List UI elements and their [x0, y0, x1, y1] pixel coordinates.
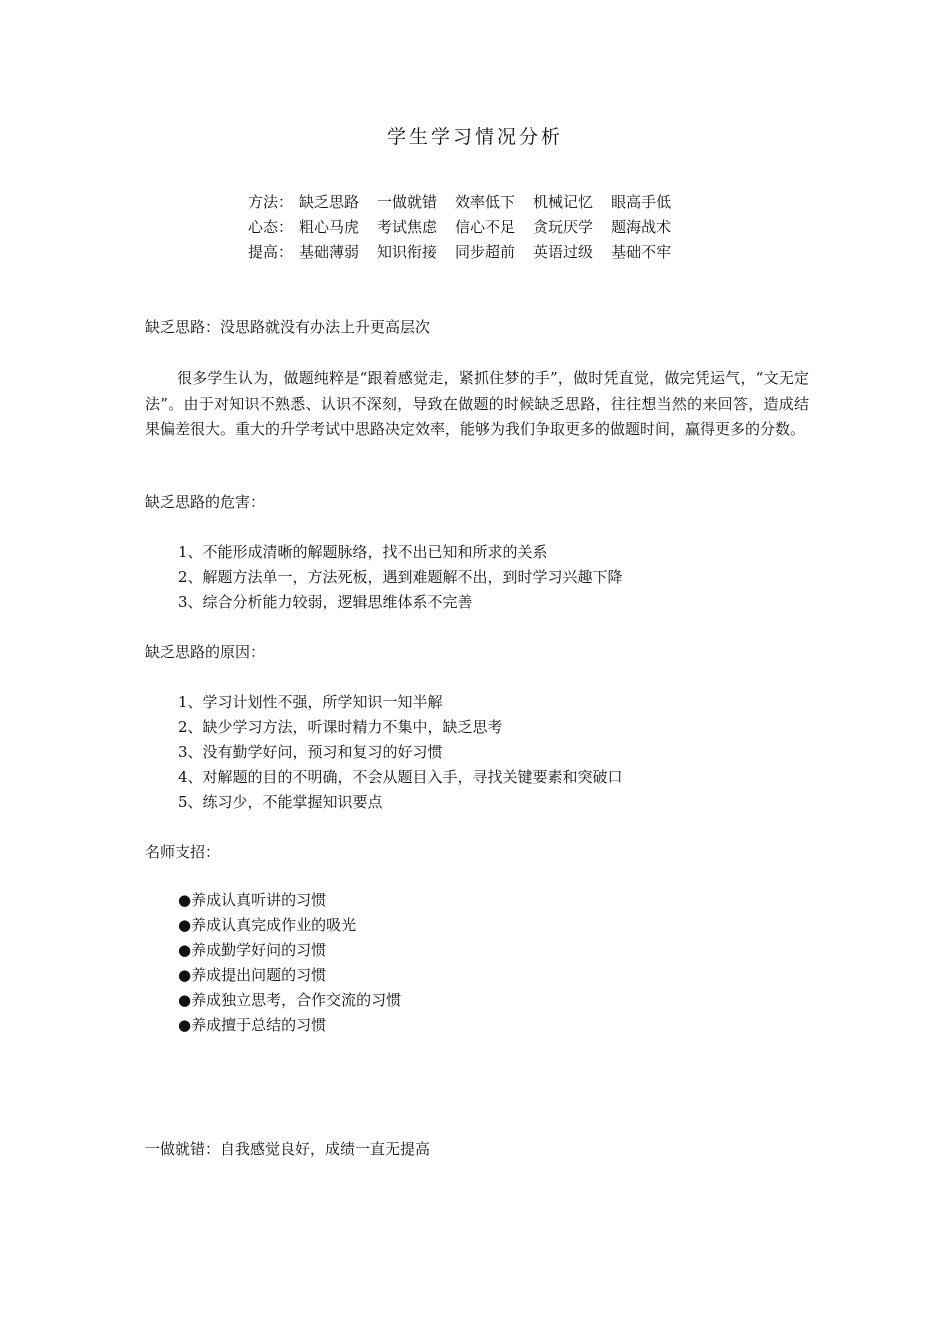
harm-list	[145, 540, 809, 615]
summary-item: 一做就错	[377, 193, 438, 211]
list-item: 1、不能形成清晰的解题脉络，找不出已知和所求的关系	[178, 543, 548, 561]
tips-heading-block	[145, 840, 809, 865]
list-item: 4、对解题的目的不明确，不会从题目入手，寻找关键要素和突破口	[178, 768, 623, 786]
list-item: 3、综合分析能力较弱，逻辑思维体系不完善	[178, 593, 473, 611]
section-heading: 一做就错：自我感觉良好，成绩一直无提高	[145, 1140, 431, 1158]
list-item: 1、学习计划性不强，所学知识一知半解	[178, 693, 443, 711]
tips-list	[145, 888, 809, 1038]
cause-heading: 缺乏思路的原因：	[145, 643, 266, 661]
harm-heading: 缺乏思路的危害：	[145, 493, 266, 511]
cause-list	[145, 690, 809, 815]
list-item: ●养成提出问题的习惯	[178, 966, 327, 984]
summary-item: 考试焦虑	[377, 218, 438, 236]
page-title: 学生学习情况分析	[386, 126, 563, 148]
summary-label: 提高：	[248, 243, 294, 261]
section-heading: 缺乏思路：没思路就没有办法上升更高层次	[145, 318, 431, 336]
summary-item: 知识衔接	[377, 243, 438, 261]
summary-item: 眼高手低	[611, 193, 672, 211]
summary-label: 方法：	[248, 193, 294, 211]
summary-item: 同步超前	[455, 243, 516, 261]
summary-item: 基础不牢	[611, 243, 672, 261]
summary-label: 心态：	[248, 218, 294, 236]
summary-item: 效率低下	[455, 193, 516, 211]
section-heading-lack-of-thinking	[145, 315, 809, 340]
list-item: ●养成勤学好问的习惯	[178, 941, 327, 959]
list-item: 2、缺少学习方法，听课时精力不集中，缺乏思考	[178, 718, 503, 736]
summary-item: 缺乏思路	[299, 193, 360, 211]
tips-heading: 名师支招：	[145, 843, 221, 861]
harm-heading-block	[145, 490, 809, 515]
cause-heading-block	[145, 640, 809, 665]
summary-item: 题海战术	[611, 218, 672, 236]
summary-item: 信心不足	[455, 218, 516, 236]
summary-row-mindset	[248, 215, 689, 240]
summary-item: 贪玩厌学	[533, 218, 594, 236]
summary-row-improve	[248, 240, 689, 265]
list-item: 3、没有勤学好问，预习和复习的好习惯	[178, 743, 443, 761]
list-item: 5、练习少，不能掌握知识要点	[178, 793, 383, 811]
summary-item: 机械记忆	[533, 193, 594, 211]
summary-item: 粗心马虎	[299, 218, 360, 236]
summary-item: 英语过级	[533, 243, 594, 261]
section-paragraph	[145, 366, 809, 443]
summary-table	[248, 190, 689, 265]
list-item: ●养成认真完成作业的吸光	[178, 916, 357, 934]
list-item: ●养成独立思考，合作交流的习惯	[178, 991, 402, 1009]
section-heading-make-mistakes	[145, 1137, 809, 1162]
summary-row-method	[248, 190, 689, 215]
list-item: ●养成擅于总结的习惯	[178, 1016, 327, 1034]
summary-item: 基础薄弱	[299, 243, 360, 261]
list-item: 2、解题方法单一，方法死板，遇到难题解不出，到时学习兴趣下降	[178, 568, 623, 586]
list-item: ●养成认真听讲的习惯	[178, 891, 327, 909]
body-paragraph: 很多学生认为，做题纯粹是“跟着感觉走，紧抓住梦的手”，做时凭直觉，做完凭运气，“文无定法”。由于对知识不熟悉、认识不深刻，导致在做题的时候缺乏思路，往往想当然的来回答，造成结果偏差很大。重大的升学考试中思路决定效率，能够为我们争取更多的做题时间，赢得更多的分数。	[145, 369, 809, 438]
